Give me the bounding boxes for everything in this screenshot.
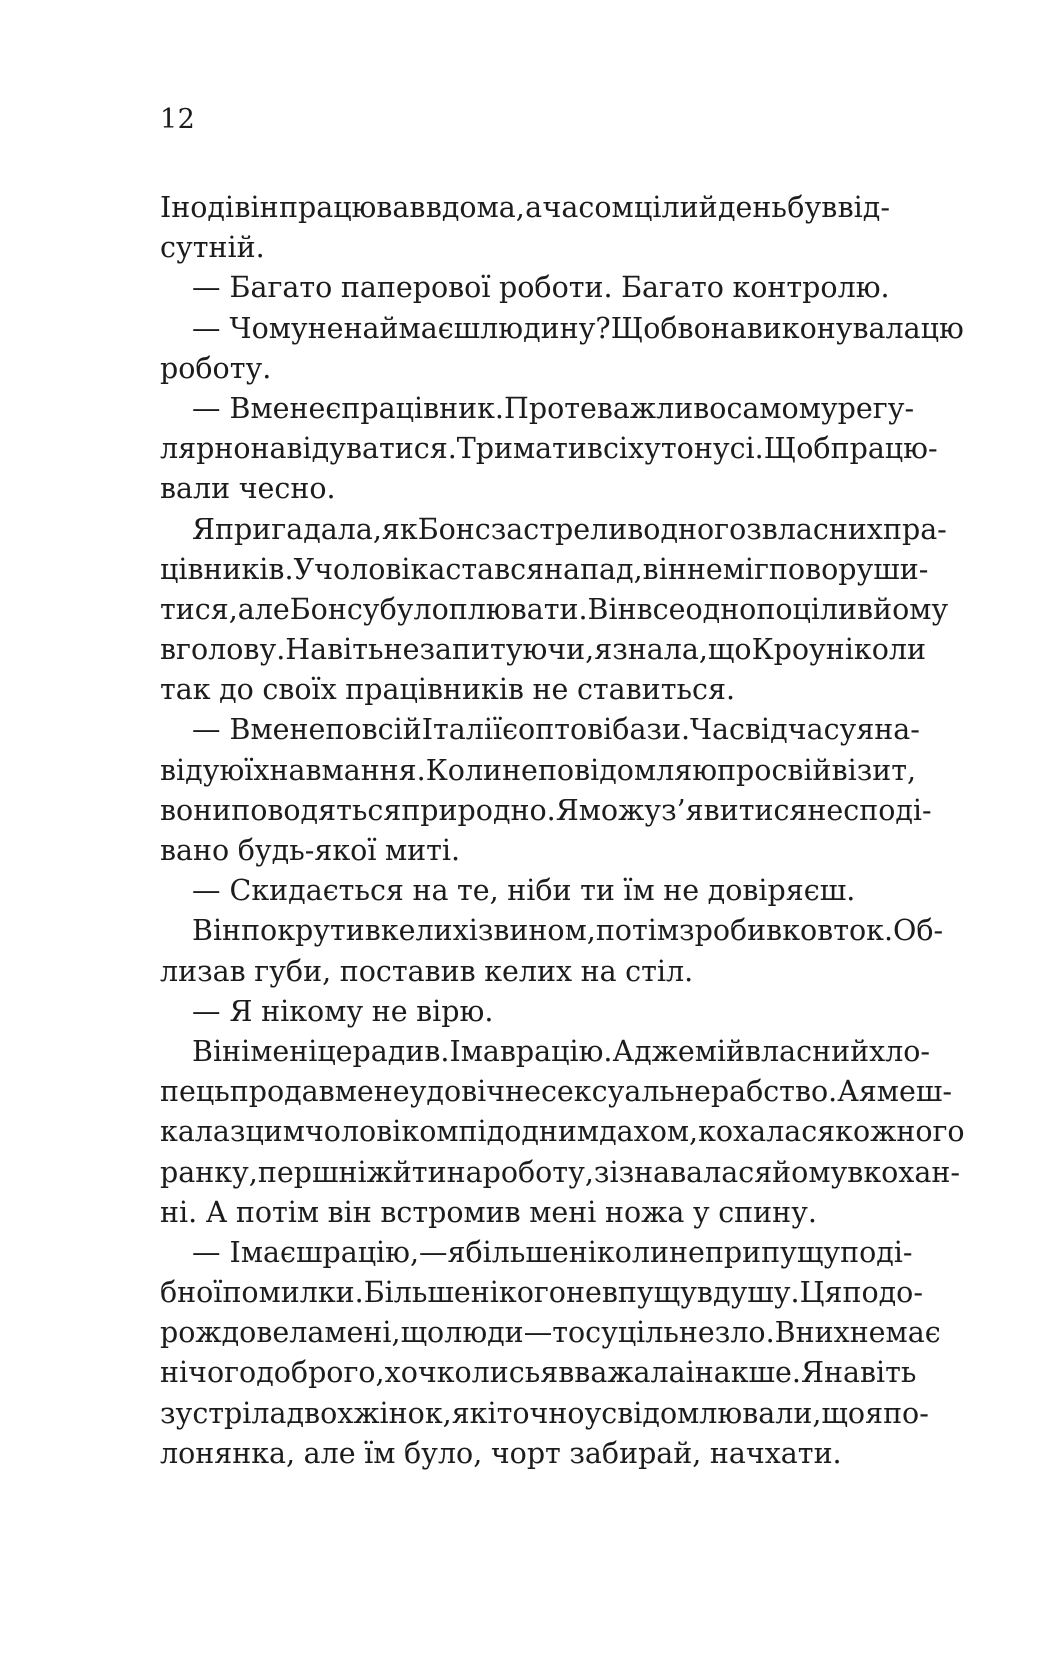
word: покрутив bbox=[241, 914, 381, 948]
word: мені, bbox=[324, 1316, 401, 1350]
word: у bbox=[692, 1195, 710, 1229]
word: ніби bbox=[507, 874, 572, 908]
word: як bbox=[381, 512, 418, 546]
word: з bbox=[229, 1115, 246, 1149]
word: цю bbox=[920, 311, 964, 345]
text-line bbox=[160, 871, 890, 911]
word: під bbox=[458, 1115, 505, 1149]
word: з’явитися bbox=[661, 793, 808, 827]
word: візит, bbox=[831, 753, 917, 787]
word: не bbox=[371, 994, 408, 1028]
word: напад, bbox=[544, 552, 643, 586]
word: не bbox=[502, 753, 538, 787]
word: миті. bbox=[384, 834, 461, 867]
word: ніж bbox=[338, 1155, 393, 1189]
word: стався bbox=[445, 552, 545, 586]
word: впущу bbox=[601, 1276, 697, 1310]
word: люди bbox=[444, 1316, 524, 1350]
word: їм bbox=[623, 874, 655, 908]
word: голову. bbox=[176, 633, 286, 667]
word: поводяться bbox=[231, 793, 402, 827]
word: Він bbox=[192, 914, 242, 948]
word: мав bbox=[460, 1034, 516, 1068]
word: інакше. bbox=[685, 1356, 801, 1390]
word: Проте bbox=[503, 391, 597, 425]
text-line bbox=[160, 550, 929, 590]
word: довела bbox=[221, 1316, 325, 1350]
word: про bbox=[717, 753, 772, 787]
word: стіл. bbox=[625, 954, 694, 988]
word: є bbox=[325, 391, 342, 425]
text-line bbox=[160, 1032, 931, 1072]
word: поворуши- bbox=[768, 552, 929, 586]
word: зробив bbox=[679, 914, 783, 948]
word: він bbox=[327, 1195, 372, 1229]
word: із bbox=[468, 914, 494, 948]
word: він bbox=[642, 552, 687, 586]
word: зізнавалася bbox=[593, 1155, 773, 1189]
word: не bbox=[532, 673, 569, 707]
word: пра- bbox=[882, 512, 947, 546]
text-line bbox=[160, 1233, 913, 1273]
word: колись bbox=[436, 1356, 541, 1390]
word: з bbox=[746, 512, 762, 546]
word: до bbox=[219, 673, 254, 707]
word: меш- bbox=[876, 1075, 952, 1109]
word: мій bbox=[694, 1034, 745, 1068]
word: природно. bbox=[401, 793, 556, 827]
word: перш bbox=[257, 1155, 339, 1189]
text-line bbox=[160, 1313, 941, 1353]
word: я bbox=[856, 713, 875, 747]
word: мене bbox=[250, 391, 326, 425]
text-line bbox=[160, 710, 920, 750]
word: їм bbox=[364, 1436, 396, 1470]
text-line bbox=[160, 228, 890, 268]
word: Об- bbox=[893, 914, 944, 948]
word: я bbox=[447, 1235, 466, 1269]
word: що bbox=[821, 1396, 866, 1430]
word: рацію, bbox=[322, 1235, 420, 1269]
word: всій bbox=[361, 713, 422, 747]
word: — В bbox=[192, 713, 251, 747]
word: у bbox=[409, 1075, 427, 1109]
word: вважала bbox=[558, 1356, 686, 1390]
word: Італії bbox=[421, 713, 503, 747]
word: кохалася bbox=[698, 1115, 836, 1149]
word: Я bbox=[192, 512, 216, 546]
word: Щоб bbox=[610, 311, 678, 345]
word: лизав bbox=[160, 954, 246, 988]
word: йти bbox=[392, 1155, 447, 1189]
word: чоловіка bbox=[314, 552, 446, 586]
word: Іноді bbox=[160, 191, 235, 224]
text-line bbox=[160, 670, 890, 710]
word: пригадала, bbox=[215, 512, 382, 546]
word: на- bbox=[874, 713, 920, 747]
word: кохан- bbox=[863, 1155, 960, 1189]
word: всіх bbox=[586, 432, 645, 466]
word: І bbox=[449, 1034, 461, 1068]
word: потім bbox=[235, 1195, 320, 1229]
word: помилки. bbox=[222, 1276, 364, 1310]
word: які bbox=[451, 1396, 497, 1430]
word: потім bbox=[595, 914, 680, 948]
word: ні. bbox=[160, 1195, 198, 1229]
word: забирай, bbox=[569, 1436, 702, 1470]
word: нікому bbox=[261, 994, 364, 1028]
word: це bbox=[317, 1034, 353, 1068]
word: можу bbox=[578, 793, 662, 827]
word: чоловіком bbox=[304, 1115, 459, 1149]
word: цілий bbox=[634, 191, 718, 224]
word: мені bbox=[250, 1034, 318, 1068]
word: контролю. bbox=[732, 271, 890, 305]
word: бази. bbox=[612, 713, 691, 747]
word: Щоб bbox=[763, 432, 831, 466]
word: важливо bbox=[596, 391, 727, 425]
word: вони bbox=[160, 793, 232, 827]
text-line bbox=[160, 309, 964, 349]
word: те, bbox=[457, 874, 499, 908]
word: них bbox=[795, 1316, 850, 1350]
word: радив. bbox=[352, 1034, 450, 1068]
text-line bbox=[160, 630, 926, 670]
word: келих bbox=[380, 914, 469, 948]
body-text bbox=[160, 188, 965, 1474]
word: поцілив bbox=[756, 592, 874, 626]
word: двох bbox=[286, 1396, 354, 1430]
word: працівник. bbox=[341, 391, 504, 425]
word: є bbox=[502, 713, 519, 747]
text-line bbox=[160, 911, 944, 951]
word: сутній. bbox=[160, 231, 265, 265]
word: — Скидається bbox=[192, 874, 404, 908]
word: чорт bbox=[490, 1436, 561, 1470]
word: на bbox=[580, 954, 617, 988]
word: що bbox=[707, 633, 752, 667]
word: Багато bbox=[621, 271, 724, 305]
word: і bbox=[241, 1034, 251, 1068]
word: мене bbox=[250, 713, 326, 747]
word: суцільне bbox=[585, 1316, 715, 1350]
word: не bbox=[307, 311, 344, 345]
word: цим bbox=[245, 1115, 305, 1149]
text-line bbox=[160, 1434, 890, 1474]
word: я bbox=[858, 1075, 877, 1109]
word: мені bbox=[529, 1195, 597, 1229]
word: так bbox=[160, 673, 211, 707]
word: наймаєш bbox=[343, 311, 481, 345]
word: зло. bbox=[714, 1316, 775, 1350]
word: — Я bbox=[192, 994, 253, 1028]
text-line bbox=[160, 1193, 890, 1233]
word: нічого bbox=[160, 1356, 257, 1390]
text-line bbox=[160, 831, 890, 871]
word: навмання. bbox=[269, 753, 426, 787]
word: людину? bbox=[480, 311, 611, 345]
word: вано bbox=[160, 834, 230, 867]
word: Бонсу bbox=[289, 592, 380, 626]
word: Коли bbox=[425, 753, 503, 787]
word: — Чому bbox=[192, 311, 308, 345]
word: йому bbox=[873, 592, 949, 626]
page-number: 12 bbox=[160, 104, 196, 135]
word: усвідомлювали, bbox=[584, 1396, 822, 1430]
word: Він bbox=[192, 1034, 242, 1068]
word: на bbox=[412, 874, 449, 908]
word: Тримати bbox=[456, 432, 587, 466]
word: роботи. bbox=[499, 271, 613, 305]
word: сексуальне bbox=[540, 1075, 711, 1109]
word: Я bbox=[555, 793, 579, 827]
word: Адже bbox=[612, 1034, 695, 1068]
word: не bbox=[686, 552, 723, 586]
word: припущу bbox=[704, 1235, 841, 1269]
word: поді- bbox=[840, 1235, 913, 1269]
word: поставив bbox=[339, 954, 476, 988]
word: не bbox=[668, 1235, 705, 1269]
word: застрелив bbox=[490, 512, 644, 546]
word: день bbox=[717, 191, 787, 224]
word: нікого bbox=[470, 1276, 566, 1310]
text-line bbox=[160, 791, 932, 831]
word: було, bbox=[404, 1436, 483, 1470]
word: Навіть bbox=[285, 633, 384, 667]
word: У bbox=[293, 552, 315, 586]
word: але bbox=[237, 592, 290, 626]
text-line bbox=[160, 349, 890, 389]
word: я bbox=[865, 1396, 884, 1430]
word: йому bbox=[772, 1155, 848, 1189]
word: що bbox=[400, 1316, 445, 1350]
text-line bbox=[160, 952, 890, 992]
word: А bbox=[205, 1195, 228, 1229]
word: по bbox=[325, 713, 362, 747]
word: — І bbox=[192, 1235, 241, 1269]
word: зустріла bbox=[160, 1396, 287, 1430]
word: — bbox=[419, 1235, 448, 1269]
word: лярно bbox=[160, 432, 251, 466]
word: я bbox=[540, 1356, 559, 1390]
word: будь-якої bbox=[237, 834, 377, 867]
word: губи, bbox=[254, 954, 332, 988]
word: мене bbox=[334, 1075, 410, 1109]
word: ножа bbox=[604, 1195, 685, 1229]
word: бної bbox=[160, 1276, 223, 1310]
word: чесно. bbox=[238, 472, 336, 506]
word: навідуватися. bbox=[250, 432, 457, 466]
word: відую bbox=[160, 753, 245, 787]
word: пець bbox=[160, 1075, 230, 1109]
word: роботу, bbox=[482, 1155, 594, 1189]
word: тонусі. bbox=[660, 432, 764, 466]
text-line bbox=[160, 510, 947, 550]
word: начхати. bbox=[709, 1436, 842, 1470]
word: в bbox=[847, 1155, 864, 1189]
word: кала bbox=[160, 1115, 230, 1149]
word: я bbox=[594, 633, 613, 667]
word: знала, bbox=[612, 633, 708, 667]
word: ковток. bbox=[782, 914, 894, 948]
word: не bbox=[663, 874, 700, 908]
word: довічне bbox=[426, 1075, 541, 1109]
word: кожного bbox=[835, 1115, 965, 1149]
word: міг bbox=[722, 552, 769, 586]
word: у bbox=[644, 432, 661, 466]
word: ніколи bbox=[568, 1235, 669, 1269]
word: часу bbox=[787, 713, 857, 747]
word: лонянка, bbox=[160, 1436, 296, 1470]
text-line bbox=[160, 1273, 923, 1313]
text-line bbox=[160, 389, 915, 429]
word: свій bbox=[771, 753, 832, 787]
word: їх bbox=[244, 753, 270, 787]
word: Більше bbox=[363, 1276, 471, 1310]
word: то bbox=[552, 1316, 586, 1350]
word: точно bbox=[496, 1396, 585, 1430]
word: самому bbox=[726, 391, 838, 425]
word: душу. bbox=[712, 1276, 800, 1310]
word: хоч bbox=[384, 1356, 437, 1390]
text-line bbox=[160, 1353, 917, 1393]
text-line bbox=[160, 992, 890, 1032]
word: рабство. bbox=[710, 1075, 838, 1109]
text-line bbox=[160, 1072, 952, 1112]
word: Ця bbox=[799, 1276, 843, 1310]
text-line bbox=[160, 469, 890, 509]
word: Кроу bbox=[751, 633, 826, 667]
word: Він bbox=[587, 592, 637, 626]
word: повідомляю bbox=[537, 753, 718, 787]
word: вірю. bbox=[416, 994, 494, 1028]
word: власних bbox=[761, 512, 883, 546]
word: від- bbox=[837, 191, 890, 224]
word: спину. bbox=[718, 1195, 817, 1229]
word: хло- bbox=[869, 1034, 931, 1068]
word: ранку, bbox=[160, 1155, 258, 1189]
word: доброго, bbox=[256, 1356, 385, 1390]
word: вона bbox=[677, 311, 747, 345]
word: встромив bbox=[380, 1195, 521, 1229]
word: все bbox=[636, 592, 686, 626]
word: А bbox=[837, 1075, 859, 1109]
word: не bbox=[565, 1276, 602, 1310]
word: Час bbox=[690, 713, 746, 747]
word: працював bbox=[278, 191, 426, 224]
word: тися, bbox=[160, 592, 238, 626]
word: Бонс bbox=[417, 512, 491, 546]
word: працівників bbox=[345, 673, 524, 707]
word: одним bbox=[504, 1115, 600, 1149]
word: продав bbox=[229, 1075, 335, 1109]
text-line bbox=[160, 1112, 965, 1152]
word: був bbox=[787, 191, 838, 224]
word: довіряєш. bbox=[707, 874, 856, 908]
text-line bbox=[160, 1394, 929, 1434]
word: своїх bbox=[262, 673, 337, 707]
word: він bbox=[234, 191, 279, 224]
word: келих bbox=[484, 954, 573, 988]
word: від bbox=[745, 713, 788, 747]
word: рож bbox=[160, 1316, 222, 1350]
word: ти bbox=[580, 874, 615, 908]
word: оптові bbox=[518, 713, 613, 747]
text-line bbox=[160, 188, 890, 228]
word: подо- bbox=[842, 1276, 923, 1310]
word: В bbox=[774, 1316, 796, 1350]
word: цівників. bbox=[160, 552, 294, 586]
word: — Багато bbox=[192, 271, 333, 305]
text-line bbox=[160, 268, 890, 308]
word: вали bbox=[160, 472, 231, 506]
text-line bbox=[160, 429, 938, 469]
word: запитуючи, bbox=[419, 633, 595, 667]
word: жінок, bbox=[353, 1396, 452, 1430]
word: але bbox=[303, 1436, 356, 1470]
word: виконувала bbox=[746, 311, 921, 345]
word: ставиться. bbox=[576, 673, 735, 707]
word: власний bbox=[744, 1034, 870, 1068]
text-line bbox=[160, 1153, 960, 1193]
word: в bbox=[160, 633, 177, 667]
word: часом bbox=[542, 191, 634, 224]
word: одного bbox=[643, 512, 747, 546]
word: більше bbox=[465, 1235, 569, 1269]
word: маєш bbox=[240, 1235, 323, 1269]
word: було bbox=[379, 592, 449, 626]
word: паперової bbox=[340, 271, 491, 305]
word: навіть bbox=[824, 1356, 917, 1390]
word: на bbox=[446, 1155, 483, 1189]
word: — В bbox=[192, 391, 251, 425]
word: по- bbox=[883, 1396, 929, 1430]
word: регу- bbox=[837, 391, 915, 425]
word: не bbox=[383, 633, 420, 667]
word: Я bbox=[800, 1356, 825, 1390]
word: немає bbox=[849, 1316, 941, 1350]
text-line bbox=[160, 751, 917, 791]
word: рацію. bbox=[515, 1034, 613, 1068]
word: одно bbox=[685, 592, 757, 626]
word: — bbox=[523, 1316, 553, 1350]
word: в bbox=[696, 1276, 713, 1310]
word: несподі- bbox=[807, 793, 932, 827]
word: роботу. bbox=[160, 351, 272, 385]
word: працю- bbox=[830, 432, 938, 466]
word: ніколи bbox=[825, 633, 926, 667]
word: вдома, bbox=[425, 191, 525, 224]
word: а bbox=[525, 191, 543, 224]
word: вином, bbox=[493, 914, 596, 948]
word: дахом, bbox=[599, 1115, 699, 1149]
word: плювати. bbox=[448, 592, 588, 626]
text-line bbox=[160, 590, 949, 630]
